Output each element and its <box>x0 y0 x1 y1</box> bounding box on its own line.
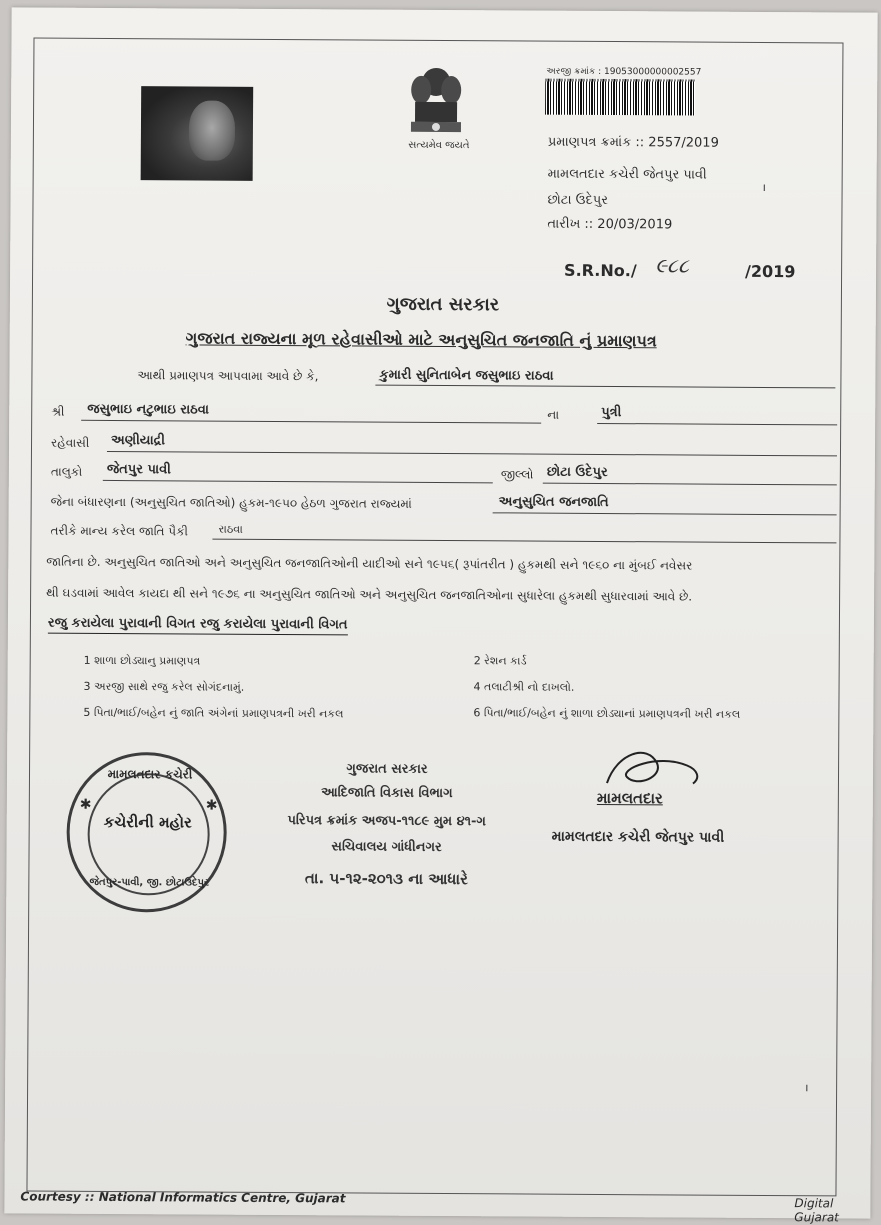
office-seal <box>66 752 227 913</box>
signatory-office: મામલતદાર કચેરી જેતપુર પાવી <box>551 828 725 846</box>
seal-star-icon: ✱ <box>205 797 218 814</box>
footer-right: Digital Gujarat <box>794 1196 839 1225</box>
certificate-page <box>4 7 877 1225</box>
taluka-value: જેતપુર પાવી <box>106 461 171 478</box>
resident-village: અણીયાદ્રી <box>111 432 166 449</box>
category-value: અનુસુચિત જનજાતિ <box>498 494 609 511</box>
certificate-subject: ગુજરાત રાજ્યના મૂળ રહેવાસીઓ માટે અનુસુચિત જનજાતિ નું પ્રમાણપત્ર <box>185 328 657 351</box>
sr-no-label: S.R.No./ <box>564 260 637 281</box>
stamp-line-3: પરિપત્ર ક્રમાંક અજપ-૧૧૮૯ મુમ ૪૧-ગ <box>287 813 487 830</box>
sr-no-handwritten: ૯૮૮ <box>655 253 690 278</box>
sr-no-year: /2019 <box>745 261 796 282</box>
document-item: 2 રેશન કાર્ડ <box>473 654 527 668</box>
footer-courtesy: Courtesy :: National Informatics Centre, Gujarat <box>20 1189 346 1206</box>
document-item: 6 પિતા/ભાઈ/બહેન નું શાળા છોડ્યાનાં પ્રમાણપત્રની ખરી નકલ <box>473 706 741 721</box>
government-title: ગુજરાત સરકાર <box>386 293 500 316</box>
district-value: છોટા ઉદેપુર <box>546 464 608 481</box>
applicant-name: કુમારી સુનિતાબેન જસુભાઇ રાઠવા <box>379 367 554 384</box>
father-name: જસુભાઇ નટુભાઇ રાઠવા <box>87 401 210 418</box>
recognized-label: તરીકે માન્ય કરેલ જાતિ પૈકી <box>50 523 189 539</box>
paragraph-line-1: જાતિના છે. અનુસુચિત જાતિઓ અને અનુસુચિત જનજાતિઓની યાદીઓ સને ૧૯૫૬( રૂપાંતરીત ) હુકમથી સને ૧૯૬૦ ના મુંબઈ નવેસર <box>46 554 693 573</box>
district-label: જીલ્લો <box>500 467 534 482</box>
resident-label: રહેવાસી <box>50 435 90 450</box>
seal-center-text: કચેરીની મહોર <box>103 812 192 832</box>
documents-section-title: રજુ કરાયેલા પુરાવાની વિગત રજુ કરાયેલા પુરાવાની વિગત <box>48 616 348 636</box>
seal-top-text: મામલતદાર કચેરી <box>107 766 193 782</box>
stray-mark: ı <box>762 179 766 194</box>
applicant-photo <box>141 86 254 181</box>
intro-label: આથી પ્રમાણપત્ર આપવામા આવે છે કે, <box>137 368 319 384</box>
relation: પુત્રી <box>601 404 622 421</box>
certificate-number: પ્રમાણપત્ર ક્રમાંક :: 2557/2019 <box>547 134 719 151</box>
stamp-line-2: આદિજાતિ વિકાસ વિભાગ <box>321 785 453 802</box>
stamp-line-1: ગુજરાત સરકાર <box>346 761 428 777</box>
document-item: 4 તલાટીશ્રી નો દાખલો. <box>473 680 575 694</box>
shri-label: શ્રી <box>51 404 65 419</box>
stamp-line-4: સચિવાલય ગાંધીનગર <box>331 839 442 856</box>
state-emblem-icon <box>401 60 472 150</box>
barcode-label: અરજી ક્રમાંક : 19053000000002557 <box>546 66 702 78</box>
office-district: છોટા ઉદેપુર <box>547 192 609 209</box>
constitution-label: જેના બંધારણના (અનુસુચિત જાતિઓ) હુકમ-૧૯૫૦ હેઠળ ગુજરાત રાજ્યમાં <box>50 494 412 511</box>
seal-bottom-text: જેતપુર-પાવી, જી. છોટાઉદેપુર <box>89 876 210 889</box>
seal-star-icon: ✱ <box>79 796 92 813</box>
stray-mark: ı <box>805 1080 809 1095</box>
emblem-motto: સત્યમેવ જયતે <box>408 139 470 152</box>
office-name: મામલતદાર કચેરી જેતપુર પાવી <box>547 166 707 183</box>
paragraph-line-2: થી ઘડવામાં આવેલ કાયદા થી સને ૧૯૭૬ ના અનુસુચિત જાતિઓ અને અનુસુચિત જનજાતિઓના સુધારેલા હુકમથી સુધારવામાં આવે છે. <box>46 585 693 604</box>
taluka-label: તાલુકો <box>50 464 83 479</box>
signatory-title: મામલતદાર <box>596 788 663 808</box>
document-item: 5 પિતા/ભાઈ/બહેન નું જાતિ અંગેનાં પ્રમાણપત્રની ખરી નકલ <box>83 705 344 721</box>
document-item: 3 અરજી સાથે રજુ કરેલ સોગંદનામું. <box>83 679 245 694</box>
caste-value: રાઠવા <box>218 522 243 536</box>
barcode <box>545 79 695 116</box>
na-label: ના <box>547 407 560 422</box>
stamp-line-5: તા. ૫-૧૨-૨૦૧૩ ના આધારે <box>304 869 468 889</box>
document-item: 1 શાળા છોડ્યાનુ પ્રમાણપત્ર <box>83 653 201 668</box>
issue-date: તારીખ :: 20/03/2019 <box>547 216 673 233</box>
